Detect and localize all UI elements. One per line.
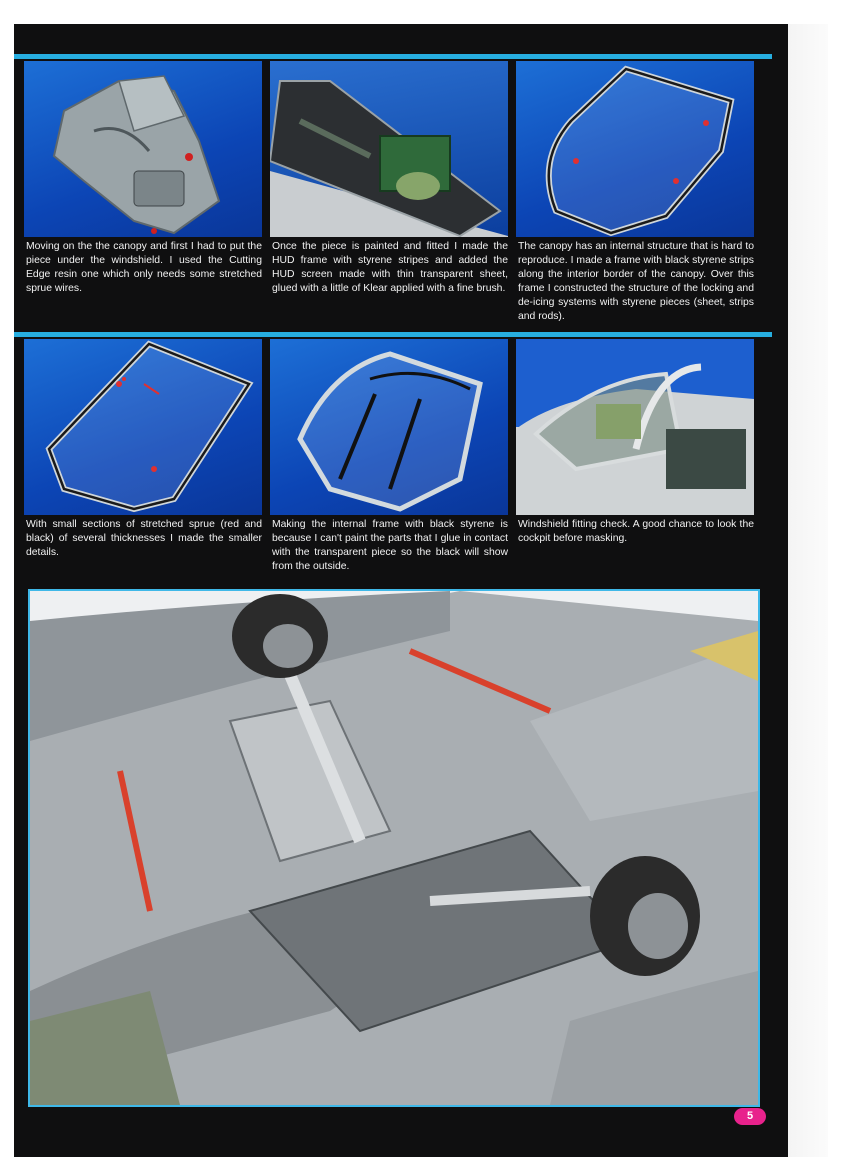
- photo-black-styrene-frame: [270, 339, 508, 515]
- cockpit-hud-illustration: [270, 61, 508, 237]
- canopy-frame-illustration: [516, 61, 754, 237]
- photo-main-landing-gear-bay: [28, 589, 760, 1107]
- caption-3: The canopy has an internal structure that is hard to reproduce. I made a frame with black styrene strips along the interior border of the canopy. Over this frame I constructed the structure of the locking and de-icing systems with styrene pieces (sheet, strips and rods).: [518, 241, 754, 322]
- page-edge-margin: [788, 24, 828, 1157]
- photo-stretched-sprue-details: [24, 339, 262, 515]
- accent-band-middle: [14, 332, 772, 337]
- cockpit-windshield-illustration: [516, 339, 754, 515]
- photo-windshield-fitting-check: [516, 339, 754, 515]
- caption-5: Making the internal frame with black styrene is because I can't paint the parts that I glue in contact with the transparent piece so the black will show from the outside.: [272, 519, 508, 572]
- magazine-page: [14, 24, 788, 1157]
- landing-gear-illustration: [30, 591, 758, 1105]
- accent-band-top: [14, 54, 772, 59]
- caption-6: Windshield fitting check. A good chance to look the cockpit before masking.: [518, 519, 754, 544]
- caption-4: With small sections of stretched sprue (red and black) of several thicknesses I made the smaller details.: [26, 519, 262, 558]
- page-number-badge: 5: [734, 1108, 766, 1125]
- canopy-black-frame-illustration: [270, 339, 508, 515]
- caption-1: Moving on the the canopy and first I had to put the piece under the windshield. I used the Cutting Edge resin one which only needs some stretched sprue wires.: [26, 241, 262, 294]
- caption-2: Once the piece is painted and fitted I made the HUD frame with styrene stripes and added the HUD screen made with thin transparent sheet, glued with a little of Klear applied with a fine brush.: [272, 241, 508, 294]
- photo-windshield-base-piece: [24, 61, 262, 237]
- windshield-base-illustration: [24, 61, 262, 237]
- photo-hud-painted-fitted: [270, 61, 508, 237]
- canopy-sprue-illustration: [24, 339, 262, 515]
- photo-canopy-internal-structure: [516, 61, 754, 237]
